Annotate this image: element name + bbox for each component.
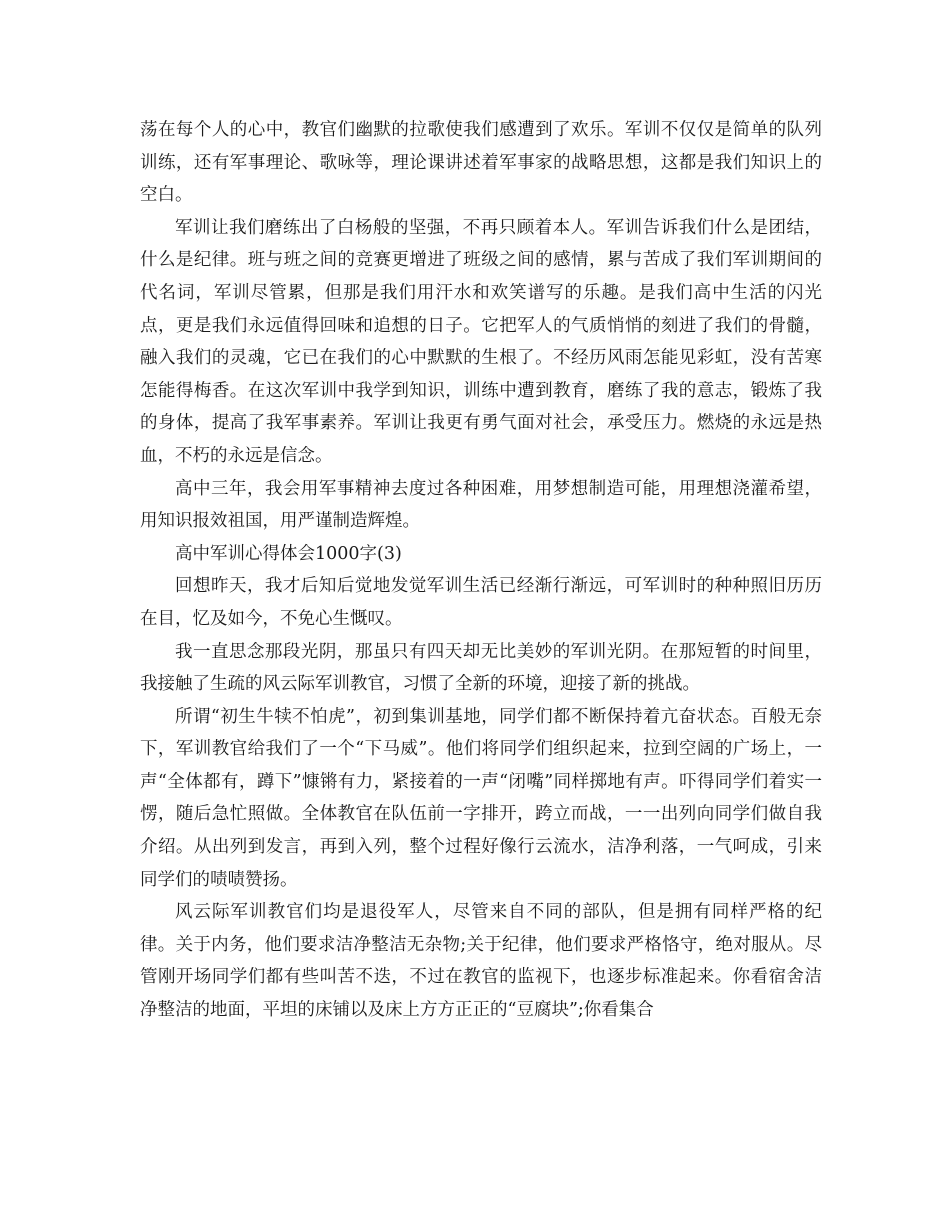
document-body <box>140 114 822 1027</box>
section-heading: 高中军训心得体会1000字(3) <box>175 543 402 564</box>
paragraph: 回想昨天，我才后知后觉地发觉军训生活已经渐行渐远，可军训时的种种照旧历历在目，忆及如今，不免心生慨叹。 <box>140 576 822 629</box>
paragraph: 高中三年，我会用军事精神去度过各种困难，用梦想制造可能，用理想浇灌希望，用知识报效祖国，用严谨制造辉煌。 <box>140 478 822 532</box>
paragraph: 军训让我们磨练出了白杨般的坚强，不再只顾着本人。军训告诉我们什么是团结，什么是纪律。班与班之间的竞赛更增进了班级之间的感情，累与苦成了我们军训期间的代名词，军训尽管累，但那是我们用汗水和欢笑谱写的乐趣。是我们高中生活的闪光点，更是我们永远值得回味和追想的日子。它把军人的气质悄悄的刻进了我们的骨髓，融入我们的灵魂，它已在我们的心中默默的生根了。不经历风雨怎能见彩虹，没有苦寒怎能得梅香。在这次军训中我学到知识，训练中遭到教育，磨练了我的意志，锻炼了我的身体，提高了我军事素养。军训让我更有勇气面对社会，承受压力。燃烧的永远是热血，不朽的永远是信念。 <box>140 217 822 466</box>
paragraph-continued: 荡在每个人的心中，教官们幽默的拉歌使我们感遭到了欢乐。军训不仅仅是简单的队列训练，还有军事理论、歌咏等，理论课讲述着军事家的战略思想，这都是我们知识上的空白。 <box>140 120 822 206</box>
paragraph: 我一直思念那段光阴，那虽只有四天却无比美妙的军训光阴。在那短暂的时间里，我接触了生疏的风云际军训教官，习惯了全新的环境，迎接了新的挑战。 <box>140 641 822 695</box>
paragraph: 风云际军训教官们均是退役军人，尽管来自不同的部队，但是拥有同样严格的纪律。关于内务，他们要求洁净整洁无杂物;关于纪律，他们要求严格恪守，绝对服从。尽管刚开场同学们都有些叫苦不迭，不过在教官的监视下，也逐步标准起来。你看宿舍洁净整洁的地面，平坦的床铺以及床上方方正正的“豆腐块”;你看集合 <box>140 902 822 1021</box>
paragraph: 所谓“初生牛犊不怕虎”，初到集训基地，同学们都不断保持着亢奋状态。百般无奈下，军训教官给我们了一个“下马威”。他们将同学们组织起来，拉到空阔的广场上，一声“全体都有，蹲下”慷锵有力，紧接着的一声“闭嘴”同样掷地有声。吓得同学们着实一愣，随后急忙照做。全体教官在队伍前一字排开，跨立而战，一一出列向同学们做自我介绍。从出列到发言，再到入列，整个过程好像行云流水，洁净利落，一气呵成，引来同学们的啧啧赞扬。 <box>140 706 822 890</box>
